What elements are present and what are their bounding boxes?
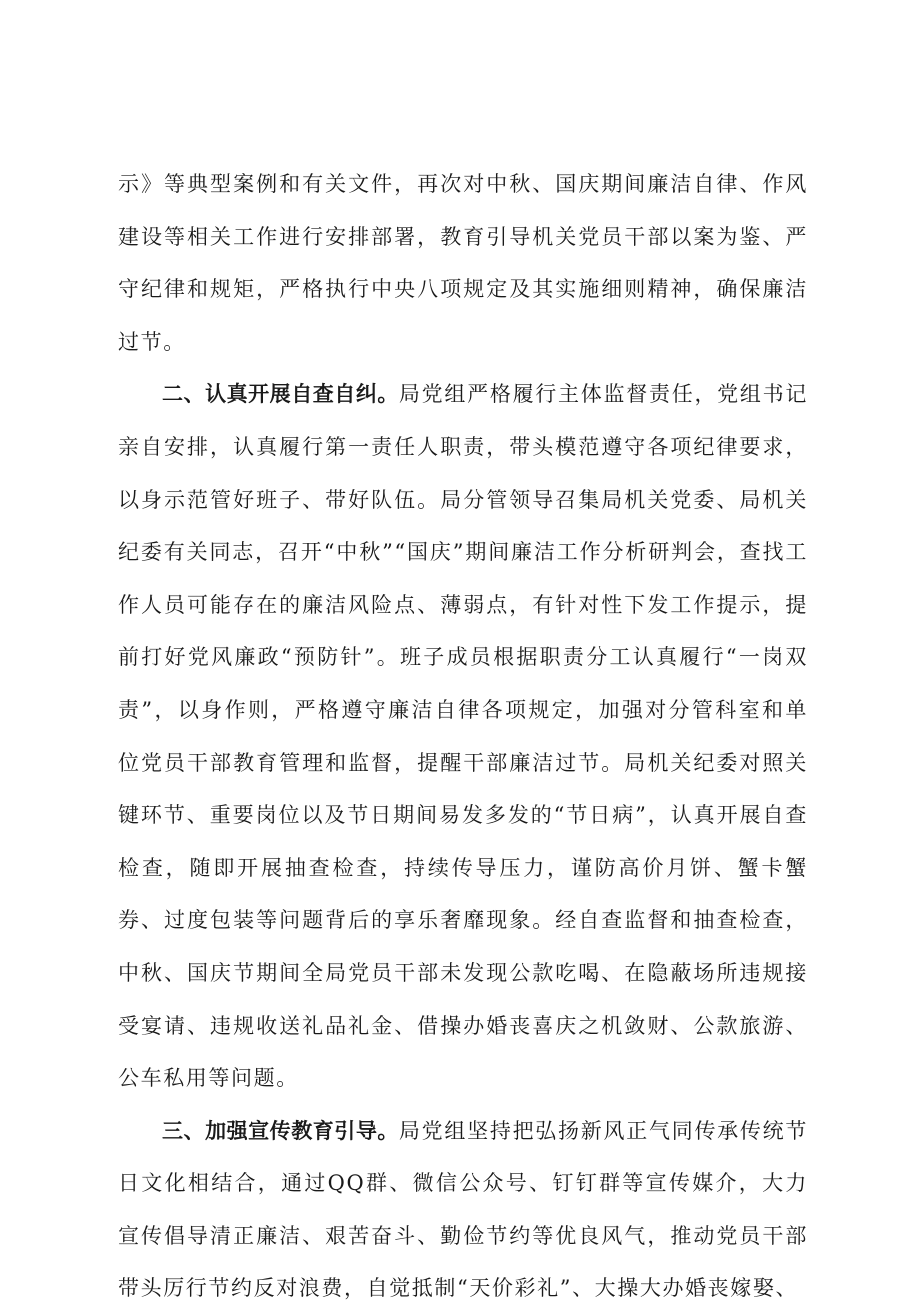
section-heading-2: 二、认真开展自查自纠。 [162,382,399,407]
paragraph-3 [118,1105,808,1315]
document-body [118,158,808,1315]
paragraph-1-text: 示》等典型案例和有关文件，再次对中秋、国庆期间廉洁自律、作风建设等相关工作进行安排部署，教育引导机关党员干部以案为鉴、严守纪律和规矩，严格执行中央八项规定及其实施细则精神，确保廉洁过节。 [118,172,808,354]
paragraph-2-text: 局党组严格履行主体监督责任，党组书记亲自安排，认真履行第一责任人职责，带头模范遵守各项纪律要求，以身示范管好班子、带好队伍。局分管领导召集局机关党委、局机关纪委有关同志，召开“中秋”“国庆”期间廉洁工作分析研判会，查找工作人员可能存在的廉洁风险点、薄弱点，有针对性下发工作提示，提前打好党风廉政“预防针”。班子成员根据职责分工认真履行“一岗双责”，以身作则，严格遵守廉洁自律各项规定，加强对分管科室和单位党员干部教育管理和监督，提醒干部廉洁过节。局机关纪委对照关键环节、重要岗位以及节日期间易发多发的“节日病”，认真开展自查检查，随即开展抽查检查，持续传导压力，谨防高价月饼、蟹卡蟹券、过度包装等问题背后的享乐奢靡现象。经自查监督和抽查检查，中秋、国庆节期间全局党员干部未发现公款吃喝、在隐蔽场所违规接受宴请、违规收送礼品礼金、借操办婚丧喜庆之机敛财、公款旅游、公车私用等问题。 [118,382,808,1091]
section-heading-3: 三、加强宣传教育引导。 [162,1118,399,1143]
paragraph-1 [118,158,808,368]
paragraph-2 [118,368,808,1104]
paragraph-3-text: 局党组坚持把弘扬新风正气同传承传统节日文化相结合，通过QQ群、微信公众号、钉钉群等宣传媒介，大力宣传倡导清正廉洁、艰苦奋斗、勤俭节约等优良风气，推动党员干部带头厉行节约反对浪费，自觉抵制“天价彩礼”、大操大办婚丧嫁娶、 [118,1118,808,1301]
